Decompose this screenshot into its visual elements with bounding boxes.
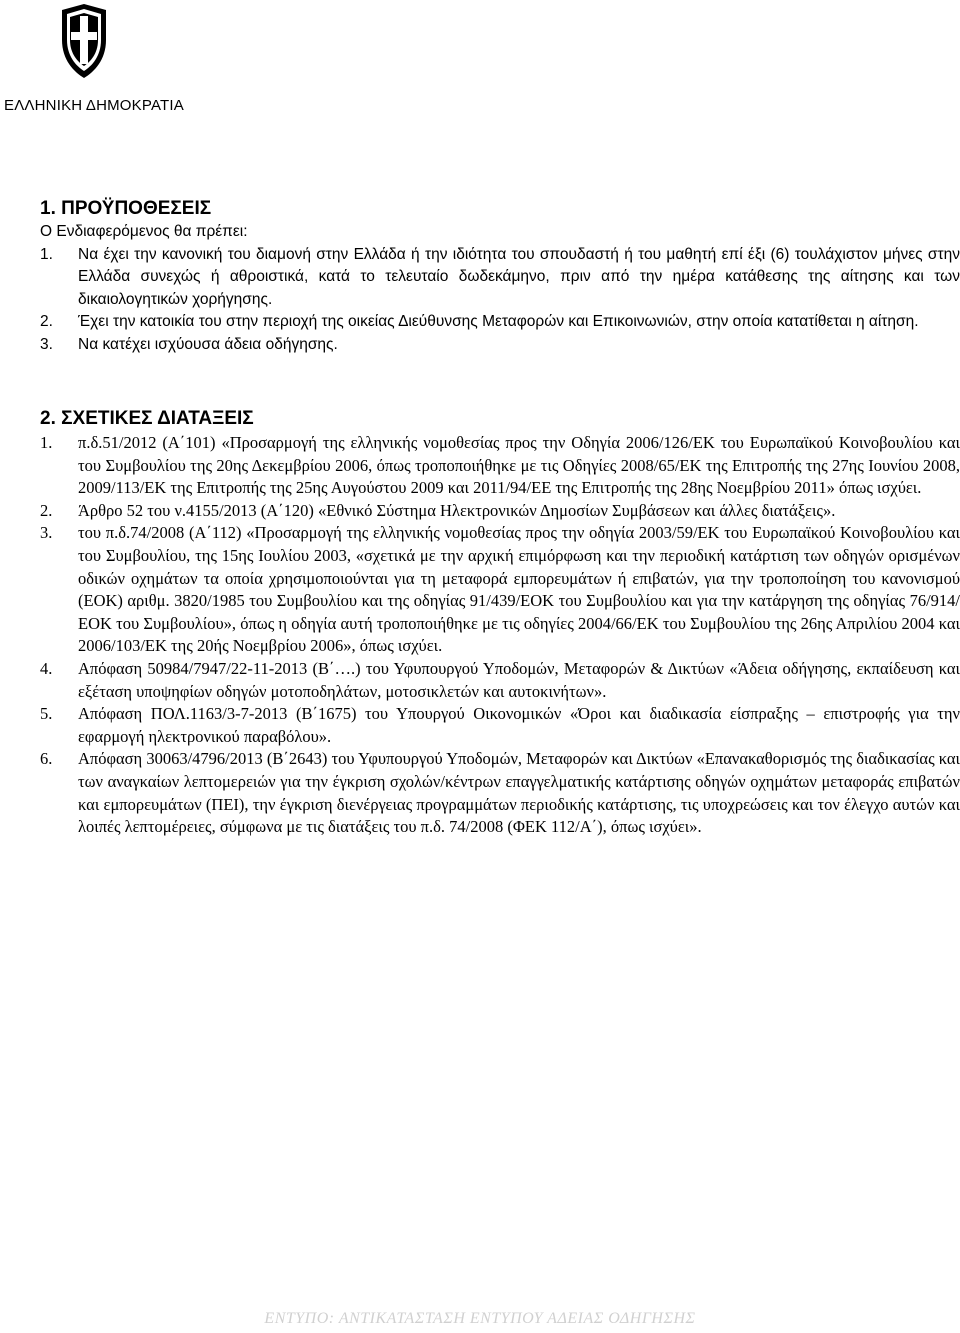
provision-number: 3. bbox=[40, 523, 53, 543]
conditions-heading: 1. ΠΡΟΫΠΟΘΕΣΕΙΣ bbox=[40, 198, 212, 219]
condition-number: 2. bbox=[40, 313, 53, 330]
provision-number: 1. bbox=[40, 433, 53, 452]
greek-coat-of-arms-icon bbox=[54, 0, 114, 82]
provision-item bbox=[40, 432, 960, 500]
provision-number: 6. bbox=[40, 749, 53, 769]
condition-item bbox=[40, 244, 960, 312]
condition-text: Έχει την κατοικία του στην περιοχή της οικείας Διεύθυνσης Μεταφορών και Επικοινωνιών, στην οποία κατατίθεται η αίτηση. bbox=[78, 313, 919, 330]
condition-item bbox=[40, 334, 960, 357]
provision-item bbox=[40, 500, 960, 523]
condition-text: Να κατέχει ισχύουσα άδεια οδήγησης. bbox=[78, 335, 338, 353]
provision-text: του π.δ.74/2008 (Α΄112) «Προσαρμογή της ελληνικής νομοθεσίας προς την οδηγία 2003/59/ΕΚ του Ευρωπαϊκού Κοινοβουλίου και του Συμβουλίου, της 15ης Ιουλίου 2003, «σχετικά με την αρχική επιμόρφωση και την περιοδική κατάρτιση των οδηγών ορισμένων οδικών οχημάτων τα οποία χρησιμοποιούνται για τη μεταφορά εμπορευμάτων ή επιβατών, για την τροποποίηση του κανονισμού (ΕΟΚ) αριθμ. 3820/1985 του Συμβουλίου και της οδηγίας 91/439/ΕΟΚ του Συμβουλίου και για την κατάργηση της οδηγίας 76/914/ΕΟΚ του Συμβουλίου», όπως η οδηγία αυτή τροποποιήθηκε με τις οδηγίες 2004/66/ΕΚ του Συμβουλίου της 26ης Απριλίου 2004 και 2006/103/ΕΚ της 20ής Νοεμβρίου 2006», όπως ισχύει. bbox=[78, 523, 960, 656]
provision-item bbox=[40, 748, 960, 838]
provision-text: Απόφαση 30063/4796/2013 (Β΄2643) του Υφυπουργού Υποδομών, Μεταφορών και Δικτύων «Επανακαθορισμός της διαδικασίας και των αναγκαίων λεπτομερειών για την έγκριση σχολών/κέντρων επαγγελματικής κατάρτισης οδηγών οχημάτων μεταφοράς επιβατών και εμπορευμάτων (ΠΕΙ), την έγκριση διενέργειας προγραμμάτων περιοδικής κατάρτισης, τις υποχρεώσεις και τον έλεγχο αυτών και λοιπές λεπτομέρειες, σύμφωνα με τις διατάξεις του π.δ. 74/2008 (ΦΕΚ 112/Α΄), όπως ισχύει». bbox=[78, 749, 960, 837]
condition-item bbox=[40, 311, 960, 334]
condition-text: Να έχει την κανονική του διαμονή στην Ελλάδα ή την ιδιότητα του σπουδαστή ή του μαθητή επί έξι (6) τουλάχιστον μήνες στην Ελλάδα συνεχώς ή αθροιστικά, κατά το τελευταίο δωδεκάμηνο, πριν από την ημέρα κατάθεσης της αίτησης και των δικαιολογητικών χορήγησης. bbox=[78, 245, 960, 308]
condition-number: 3. bbox=[40, 335, 53, 353]
condition-number: 1. bbox=[40, 245, 53, 263]
provisions-heading: 2. ΣΧΕΤΙΚΕΣ ΔΙΑΤΑΞΕΙΣ bbox=[40, 408, 254, 429]
provision-item bbox=[40, 522, 960, 658]
provision-number: 2. bbox=[40, 500, 53, 520]
provision-text: Άρθρο 52 του ν.4155/2013 (Α΄120) «Εθνικό Σύστημα Ηλεκτρονικών Δημοσίων Συμβάσεων και άλλες διατάξεις». bbox=[78, 500, 836, 520]
conditions-intro: Ο Ενδιαφερόμενος θα πρέπει: bbox=[40, 223, 248, 240]
provision-item bbox=[40, 703, 960, 748]
provision-item bbox=[40, 658, 960, 703]
provision-text: π.δ.51/2012 (Α΄101) «Προσαρμογή της ελληνικής νομοθεσίας προς την Οδηγία 2006/126/ΕΚ του Ευρωπαϊκού Κοινοβουλίου και του Συμβουλίου της 20ης Δεκεμβρίου 2006, όπως τροποποιήθηκε με τις Οδηγίες 2008/65/ΕΚ της Επιτροπής της 27ης Ιουνίου 2008, 2009/113/ΕΚ της Επιτροπής της 25ης Αυγούστου 2009 και 2011/94/ΕΕ της Επιτροπής της 28ης Νοεμβρίου 2011» όπως ισχύει. bbox=[78, 433, 960, 498]
provision-number: 4. bbox=[40, 658, 53, 678]
provision-text: Απόφαση ΠΟΛ.1163/3-7-2013 (Β΄1675) του Υπουργού Οικονομικών «Όροι και διαδικασία είσπραξης – επιστροφής για την εφαρμογή ηλεκτρονικού παραβόλου». bbox=[78, 704, 960, 746]
provision-text: Απόφαση 50984/7947/22-11-2013 (Β΄….) του Υφυπουργού Υποδομών, Μεταφορών & Δικτύων «Άδεια οδήγησης, εκπαίδευση και εξέταση υποψηφίων οδηγών μοτοποδηλάτων, μοτοσικλετών και αυτοκινήτων». bbox=[78, 658, 960, 701]
form-footer-watermark: ΕΝΤΥΠΟ: ΑΝΤΙΚΑΤΑΣΤΑΣΗ ΕΝΤΥΠΟΥ ΑΔΕΙΑΣ ΟΔΗΓΗΣΗΣ bbox=[264, 1310, 696, 1327]
provisions-section bbox=[40, 407, 960, 839]
issuer-label: ΕΛΛΗΝΙΚΗ ΔΗΜΟΚΡΑΤΙΑ bbox=[4, 97, 184, 114]
conditions-section bbox=[40, 197, 960, 356]
provision-number: 5. bbox=[40, 704, 53, 724]
